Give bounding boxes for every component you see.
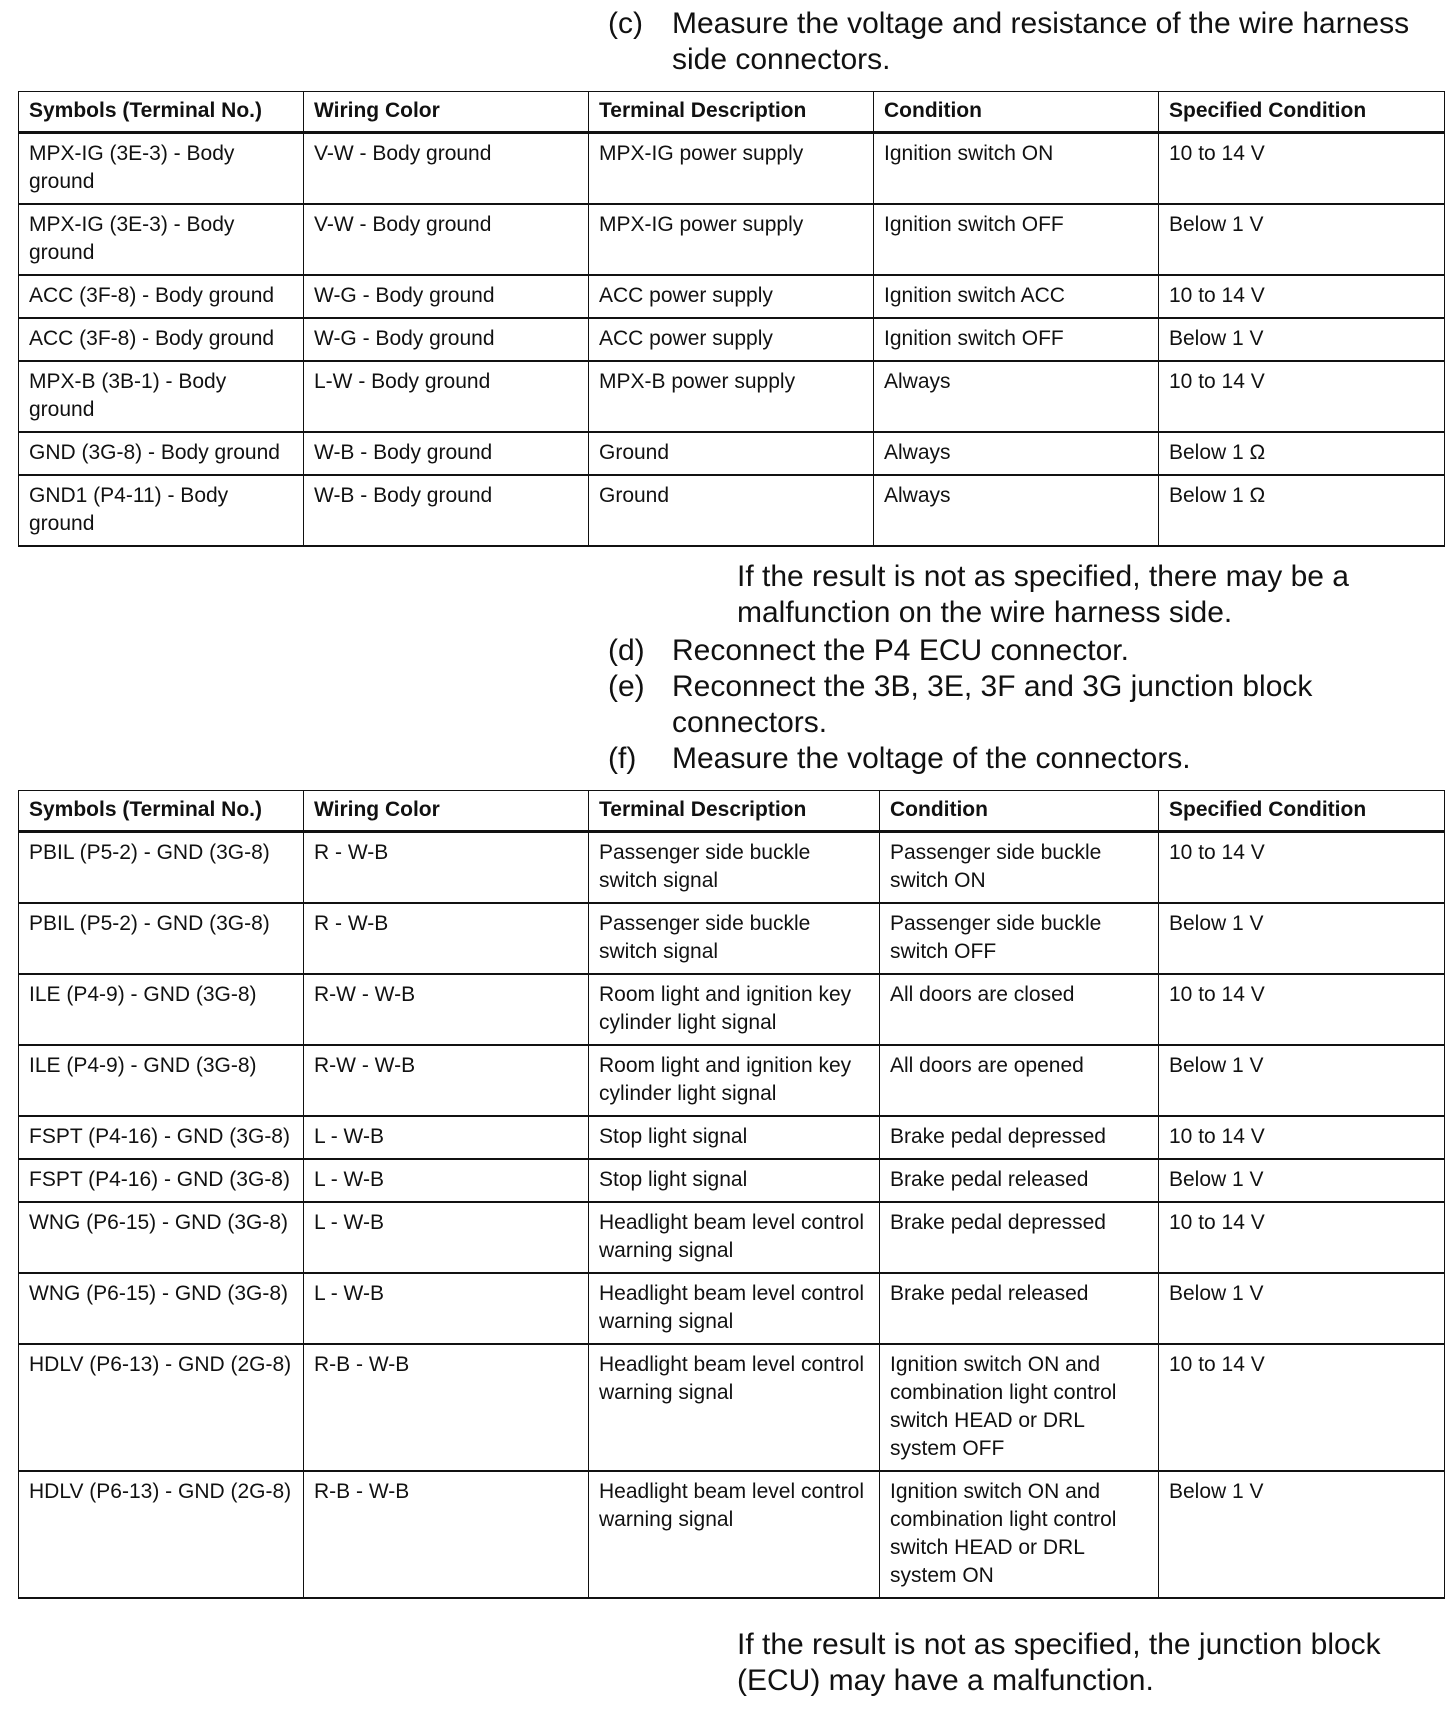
- step-text: Measure the voltage of the connectors.: [672, 742, 1191, 775]
- table-row: [19, 133, 1445, 205]
- cell-terminal-description: MPX-IG power supply: [589, 133, 874, 205]
- cell-wiring-color: R-B - W-B: [304, 1471, 589, 1598]
- table-row: [19, 1045, 1445, 1116]
- cell-terminal-description: Headlight beam level control warning signal: [589, 1471, 880, 1598]
- step-letter: (c): [608, 7, 643, 40]
- cell-specified-condition: 10 to 14 V: [1159, 832, 1445, 904]
- cell-wiring-color: L - W-B: [304, 1159, 589, 1202]
- cell-specified-condition: Below 1 V: [1159, 1045, 1445, 1116]
- table-row: [19, 361, 1445, 432]
- cell-specified-condition: Below 1 V: [1159, 1471, 1445, 1598]
- cell-condition: Ignition switch ON: [874, 133, 1159, 205]
- cell-wiring-color: R-W - W-B: [304, 1045, 589, 1116]
- cell-specified-condition: 10 to 14 V: [1159, 1344, 1445, 1471]
- header-wiring-color: Wiring Color: [304, 92, 589, 133]
- cell-specified-condition: 10 to 14 V: [1159, 133, 1445, 205]
- cell-symbols: PBIL (P5-2) - GND (3G-8): [19, 903, 304, 974]
- cell-condition: Always: [874, 475, 1159, 546]
- cell-specified-condition: Below 1 Ω: [1159, 432, 1445, 475]
- cell-terminal-description: Room light and ignition key cylinder light signal: [589, 1045, 880, 1116]
- cell-condition: Ignition switch ON and combination light control switch HEAD or DRL system OFF: [880, 1344, 1159, 1471]
- cell-specified-condition: Below 1 V: [1159, 1159, 1445, 1202]
- header-specified-condition: Specified Condition: [1159, 791, 1445, 832]
- cell-specified-condition: Below 1 V: [1159, 204, 1445, 275]
- cell-specified-condition: Below 1 V: [1159, 1273, 1445, 1344]
- header-symbols: Symbols (Terminal No.): [19, 92, 304, 133]
- table-row: [19, 1202, 1445, 1273]
- header-wiring-color: Wiring Color: [304, 791, 589, 832]
- cell-wiring-color: L-W - Body ground: [304, 361, 589, 432]
- cell-specified-condition: 10 to 14 V: [1159, 361, 1445, 432]
- header-condition: Condition: [874, 92, 1159, 133]
- cell-symbols: FSPT (P4-16) - GND (3G-8): [19, 1116, 304, 1159]
- cell-symbols: ACC (3F-8) - Body ground: [19, 275, 304, 318]
- table-row: [19, 1471, 1445, 1598]
- header-specified-condition: Specified Condition: [1159, 92, 1445, 133]
- cell-symbols: MPX-IG (3E-3) - Body ground: [19, 204, 304, 275]
- step-text: Measure the voltage and resistance of the wire harness side connectors.: [672, 7, 1410, 76]
- table-header-row: [19, 791, 1445, 832]
- cell-condition: All doors are opened: [880, 1045, 1159, 1116]
- cell-wiring-color: R - W-B: [304, 903, 589, 974]
- header-symbols: Symbols (Terminal No.): [19, 791, 304, 832]
- step-e: [608, 669, 1412, 741]
- table-row: [19, 1116, 1445, 1159]
- cell-wiring-color: W-G - Body ground: [304, 275, 589, 318]
- step-letter: (e): [608, 670, 645, 703]
- step-d: [608, 633, 1412, 669]
- cell-symbols: GND1 (P4-11) - Body ground: [19, 475, 304, 546]
- cell-wiring-color: R-B - W-B: [304, 1344, 589, 1471]
- cell-wiring-color: R-W - W-B: [304, 974, 589, 1045]
- cell-wiring-color: W-G - Body ground: [304, 318, 589, 361]
- cell-condition: Brake pedal released: [880, 1159, 1159, 1202]
- cell-condition: Ignition switch OFF: [874, 318, 1159, 361]
- table-header-row: [19, 92, 1445, 133]
- harness-measurement-table: [18, 91, 1445, 547]
- table-row: [19, 475, 1445, 546]
- cell-symbols: ILE (P4-9) - GND (3G-8): [19, 974, 304, 1045]
- cell-terminal-description: Headlight beam level control warning signal: [589, 1273, 880, 1344]
- cell-wiring-color: W-B - Body ground: [304, 475, 589, 546]
- cell-wiring-color: W-B - Body ground: [304, 432, 589, 475]
- cell-specified-condition: 10 to 14 V: [1159, 1116, 1445, 1159]
- step-letter: (d): [608, 634, 645, 667]
- cell-symbols: WNG (P6-15) - GND (3G-8): [19, 1202, 304, 1273]
- step-c: [608, 6, 1412, 78]
- cell-condition: Always: [874, 361, 1159, 432]
- cell-specified-condition: 10 to 14 V: [1159, 275, 1445, 318]
- cell-specified-condition: Below 1 V: [1159, 903, 1445, 974]
- cell-wiring-color: V-W - Body ground: [304, 204, 589, 275]
- cell-terminal-description: Headlight beam level control warning signal: [589, 1344, 880, 1471]
- table-row: [19, 1159, 1445, 1202]
- cell-condition: Always: [874, 432, 1159, 475]
- cell-specified-condition: Below 1 Ω: [1159, 475, 1445, 546]
- table-row: [19, 432, 1445, 475]
- cell-symbols: HDLV (P6-13) - GND (2G-8): [19, 1471, 304, 1598]
- cell-condition: Passenger side buckle switch ON: [880, 832, 1159, 904]
- cell-symbols: ILE (P4-9) - GND (3G-8): [19, 1045, 304, 1116]
- cell-terminal-description: Stop light signal: [589, 1116, 880, 1159]
- cell-condition: Ignition switch ACC: [874, 275, 1159, 318]
- cell-symbols: MPX-IG (3E-3) - Body ground: [19, 133, 304, 205]
- cell-specified-condition: Below 1 V: [1159, 318, 1445, 361]
- table-row: [19, 974, 1445, 1045]
- table-row: [19, 832, 1445, 904]
- cell-wiring-color: V-W - Body ground: [304, 133, 589, 205]
- cell-condition: Brake pedal depressed: [880, 1202, 1159, 1273]
- cell-specified-condition: 10 to 14 V: [1159, 1202, 1445, 1273]
- cell-condition: Ignition switch OFF: [874, 204, 1159, 275]
- cell-terminal-description: MPX-IG power supply: [589, 204, 874, 275]
- cell-condition: Brake pedal depressed: [880, 1116, 1159, 1159]
- step-f: [608, 741, 1412, 777]
- table-row: [19, 318, 1445, 361]
- cell-condition: Ignition switch ON and combination light control switch HEAD or DRL system ON: [880, 1471, 1159, 1598]
- cell-symbols: MPX-B (3B-1) - Body ground: [19, 361, 304, 432]
- cell-terminal-description: Ground: [589, 475, 874, 546]
- step-text: Reconnect the 3B, 3E, 3F and 3G junction block connectors.: [672, 670, 1313, 739]
- cell-specified-condition: 10 to 14 V: [1159, 974, 1445, 1045]
- cell-terminal-description: ACC power supply: [589, 318, 874, 361]
- cell-symbols: PBIL (P5-2) - GND (3G-8): [19, 832, 304, 904]
- cell-terminal-description: Headlight beam level control warning signal: [589, 1202, 880, 1273]
- table-row: [19, 204, 1445, 275]
- cell-terminal-description: Stop light signal: [589, 1159, 880, 1202]
- cell-wiring-color: L - W-B: [304, 1202, 589, 1273]
- cell-wiring-color: R - W-B: [304, 832, 589, 904]
- cell-symbols: FSPT (P4-16) - GND (3G-8): [19, 1159, 304, 1202]
- cell-symbols: ACC (3F-8) - Body ground: [19, 318, 304, 361]
- connector-voltage-table: [18, 790, 1445, 1599]
- table-row: [19, 275, 1445, 318]
- cell-terminal-description: ACC power supply: [589, 275, 874, 318]
- table-row: [19, 1273, 1445, 1344]
- cell-symbols: WNG (P6-15) - GND (3G-8): [19, 1273, 304, 1344]
- cell-wiring-color: L - W-B: [304, 1116, 589, 1159]
- table-row: [19, 903, 1445, 974]
- table-row: [19, 1344, 1445, 1471]
- cell-terminal-description: Ground: [589, 432, 874, 475]
- cell-condition: Brake pedal released: [880, 1273, 1159, 1344]
- cell-symbols: HDLV (P6-13) - GND (2G-8): [19, 1344, 304, 1471]
- cell-terminal-description: MPX-B power supply: [589, 361, 874, 432]
- cell-condition: Passenger side buckle switch OFF: [880, 903, 1159, 974]
- step-letter: (f): [608, 742, 637, 775]
- header-condition: Condition: [880, 791, 1159, 832]
- cell-terminal-description: Passenger side buckle switch signal: [589, 832, 880, 904]
- header-terminal-description: Terminal Description: [589, 92, 874, 133]
- cell-symbols: GND (3G-8) - Body ground: [19, 432, 304, 475]
- step-text: Reconnect the P4 ECU connector.: [672, 634, 1129, 667]
- header-terminal-description: Terminal Description: [589, 791, 880, 832]
- cell-wiring-color: L - W-B: [304, 1273, 589, 1344]
- cell-terminal-description: Passenger side buckle switch signal: [589, 903, 880, 974]
- ecu-note: If the result is not as specified, the junction block (ECU) may have a malfunction.: [737, 1628, 1381, 1697]
- cell-condition: All doors are closed: [880, 974, 1159, 1045]
- cell-terminal-description: Room light and ignition key cylinder light signal: [589, 974, 880, 1045]
- harness-note: If the result is not as specified, there may be a malfunction on the wire harness side.: [737, 560, 1349, 629]
